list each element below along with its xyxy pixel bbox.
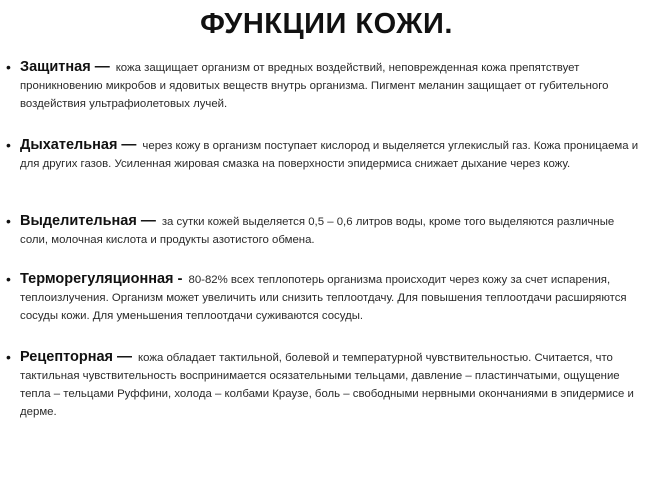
bullet-icon: • bbox=[6, 213, 11, 229]
page-title: ФУНКЦИИ КОЖИ. bbox=[200, 8, 453, 40]
item-text bbox=[20, 270, 640, 325]
item-text bbox=[20, 348, 640, 421]
item-dash: - bbox=[177, 270, 183, 287]
item-term: Выделительная bbox=[20, 213, 137, 229]
item-description: 80-82% всех теплопотерь организма происходит через кожу за счет испарения, теплоизлучения. Организм может увеличить или снизить теплоотдачу. Для повышения теплоотдачи расширяются сосуды кожи. Для уменьшения теплоотдачи суживаются сосуды. bbox=[20, 274, 627, 322]
item-description: через кожу в организм поступает кислород и выделяется углекислый газ. Кожа проницаема и для других газов. Усиленная жировая смазка на поверхности эпидермиса снижает дыхание через кожу. bbox=[20, 140, 639, 170]
item-term: Дыхательная bbox=[20, 137, 118, 153]
bullet-icon: • bbox=[6, 349, 11, 365]
item-term: Терморегуляционная bbox=[20, 271, 174, 287]
item-description: за сутки кожей выделяется 0,5 – 0,6 литров воды, кроме того выделяются различные соли, молочная кислота и продукты азотистого обмена. bbox=[20, 216, 615, 246]
item-text bbox=[20, 212, 640, 249]
bullet-icon: • bbox=[6, 271, 11, 287]
item-description: кожа обладает тактильной, болевой и температурной чувствительностью. Считается, что тактильная чувствительность воспринимается осязательными тельцами, давление – пластинчатыми, ощущение тепла – тельцами Руффини, холода – колбами Краузе, боль – свободными нервными окончаниями в эпидермисе и дерме. bbox=[20, 352, 634, 418]
item-dash: — bbox=[140, 212, 156, 229]
bullet-icon: • bbox=[6, 59, 11, 75]
item-dash: — bbox=[94, 58, 110, 75]
item-text bbox=[20, 58, 640, 113]
item-dash: — bbox=[121, 136, 137, 153]
item-description: кожа защищает организм от вредных воздействий, неповрежденная кожа препятствует проникновению микробов и ядовитых веществ внутрь организма. Пигмент меланин защищает от губительного воздействия ультрафиолетовых лучей. bbox=[20, 62, 609, 110]
item-term: Защитная bbox=[20, 59, 91, 75]
item-term: Рецепторная bbox=[20, 349, 114, 365]
item-text bbox=[20, 136, 640, 173]
item-dash: — bbox=[117, 348, 133, 365]
bullet-icon: • bbox=[6, 137, 11, 153]
